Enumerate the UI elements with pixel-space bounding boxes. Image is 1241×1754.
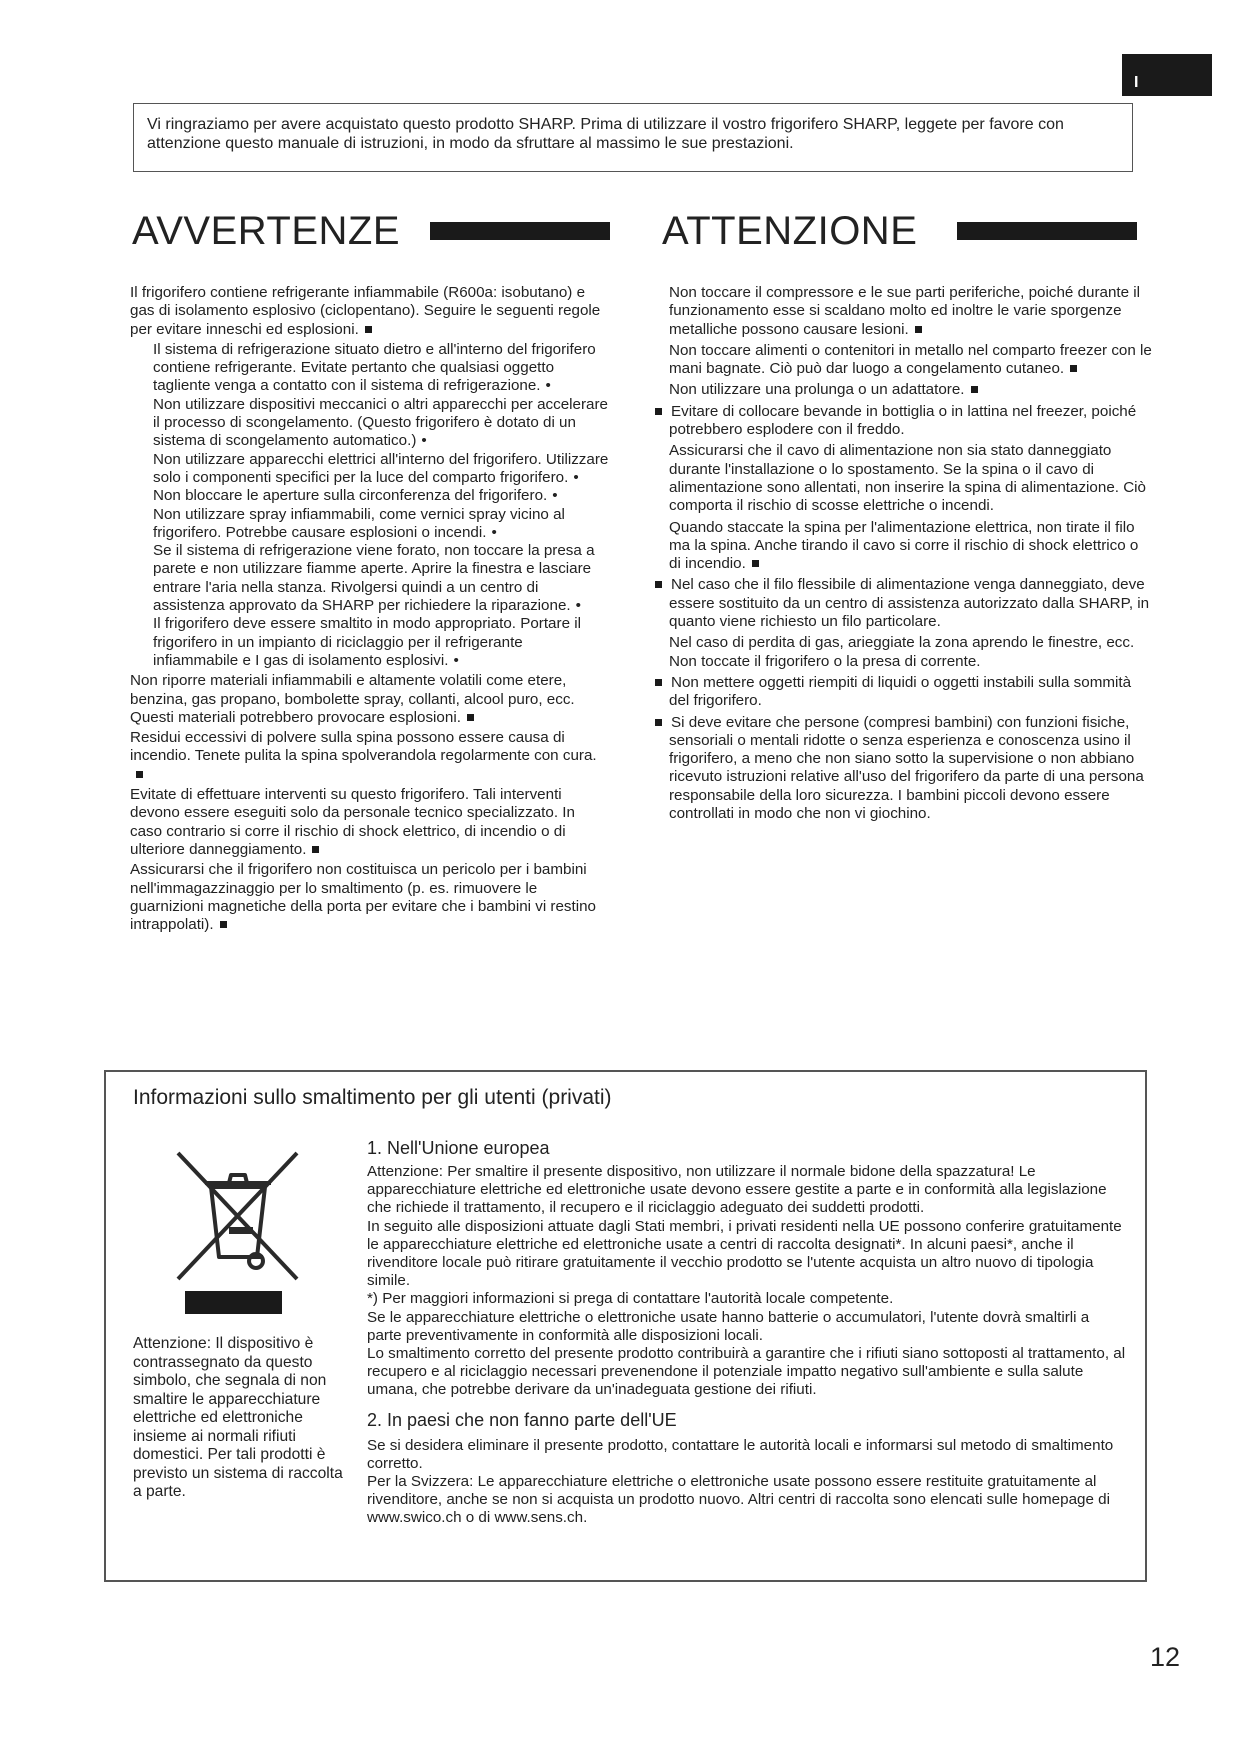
bullet-dot-icon: • <box>575 597 581 615</box>
section1-paragraph: Se le apparecchiature elettriche o elettroniche usate hanno batterie o accumulatori, l'utente dovrà smaltirli a parte preventivamente in conformità alle disposizioni locali. <box>367 1308 1090 1344</box>
caution-paragraph: Assicurarsi che il cavo di alimentazione non sia stato danneggiato durante l'installazione o lo spostamento. Se la spina o il cavo di alimentazione sono allentati, non inserire la spina di alimentazione. Ciò comporta il rischio di scosse elettriche o incendi. <box>669 442 1146 515</box>
language-tab: I <box>1122 54 1212 96</box>
caution-paragraph: Non toccare alimenti o contenitori in metallo nel comparto freezer con le mani bagnate. Ciò può dar luogo a congelamento cutaneo. <box>669 341 1152 378</box>
caution-paragraph: Evitare di collocare bevande in bottiglia o in lattina nel freezer, poiché potrebbero esplodere con il freddo. <box>662 403 1152 440</box>
bullet-square-icon <box>220 921 227 928</box>
heading-bar <box>430 222 610 240</box>
crossed-bin-icon <box>173 1147 303 1307</box>
warning-paragraph: Non riporre materiali infiammabili e altamente volatili come etere, benzina, gas propano, bombolette spray, collanti, alcool puro, ecc. Questi materiali potrebbero provocare esplosioni. <box>130 672 575 726</box>
section2-paragraph: Se si desidera eliminare il presente prodotto, contattare le autorità locali e informarsi sul metodo di smaltimento corretto. <box>367 1436 1114 1472</box>
disposal-note: Attenzione: Il dispositivo è contrassegnato da questo simbolo, che segnala di non smaltire le apparecchiature elettriche ed elettroniche insieme ai normali rifiuti domestici. Per tali prodotti è previsto un sistema di raccolta a parte. <box>133 1335 343 1500</box>
warnings-column <box>130 206 610 934</box>
warning-paragraph: Residui eccessivi di polvere sulla spina possono essere causa di incendio. Tenete pulita la spina spolverandola regolarmente con cura. <box>130 729 610 784</box>
bullet-square-icon <box>915 326 922 333</box>
warning-paragraph: Il sistema di refrigerazione situato dietro e all'interno del frigorifero contiene refrigerante. Evitate pertanto che qualsiasi oggetto tagliente venga a contatto con il sistema di refrigerazione. • <box>153 340 596 395</box>
bullet-square-icon <box>655 679 662 686</box>
disposal-box <box>104 1070 1147 1582</box>
bullet-square-icon <box>136 771 143 778</box>
caution-paragraph: Non utilizzare una prolunga o un adattatore. <box>662 381 1152 399</box>
warning-paragraph: Il frigorifero deve essere smaltito in modo appropriato. Portare il frigorifero in un impianto di riciclaggio per il refrigerante infiammabile e I gas di isolamento esplosivi. • <box>153 615 581 669</box>
intro-box: Vi ringraziamo per avere acquistato questo prodotto SHARP. Prima di utilizzare il vostro frigorifero SHARP, leggete per favore con attenzione questo manuale di istruzioni, in modo da sfruttare al massimo le sue prestazioni. <box>133 103 1133 172</box>
page-number: 12 <box>1150 1642 1181 1672</box>
bullet-dot-icon: • <box>573 468 579 486</box>
caution-paragraph: Nel caso che il filo flessibile di alimentazione venga danneggiato, deve essere sostituito da un centro di assistenza autorizzato dalla SHARP, in quanto viene richiesto un filo particolare. <box>662 576 1152 631</box>
warning-paragraph: Il frigorifero contiene refrigerante infiammabile (R600a: isobutano) e gas di isolamento esplosivo (ciclopentano). Seguire le seguenti regole per evitare inneschi ed esplosioni. <box>130 284 601 338</box>
warning-paragraph: Non utilizzare spray infiammabili, come vernici spray vicino al frigorifero. Potrebbe causare esplosioni o incendi. • <box>153 505 565 541</box>
section1-heading: 1. Nell'Unione europea <box>367 1138 550 1158</box>
caution-paragraph: Non mettere oggetti riempiti di liquidi o oggetti instabili sulla sommità del frigorifero. <box>662 674 1152 711</box>
bullet-square-icon <box>655 719 662 726</box>
section2-paragraph: Per la Svizzera: Le apparecchiature elettriche o elettroniche usate possono essere restituite gratuitamente al rivenditore, anche se non si acquista un prodotto nuovo. Altri centri di raccolta sono elencati sulle homepage di www.swico.ch o di www.sens.ch. <box>367 1473 1110 1527</box>
bullet-square-icon <box>312 846 319 853</box>
caution-paragraph: Nel caso di perdita di gas, arieggiate la zona aprendo le finestre, ecc. Non toccate il frigorifero o la presa di corrente. <box>669 634 1135 670</box>
disposal-title: Informazioni sullo smaltimento per gli utenti (privati) <box>133 1086 612 1109</box>
warning-paragraph: Se il sistema di refrigerazione viene forato, non toccare la presa a parete e non utilizzare fiamme aperte. Aprire la finestra e lasciare entrare l'aria nella stanza. Rivolgersi quindi a un centro di assistenza approvato da SHARP per richiedere la riparazione. • <box>153 542 595 615</box>
caution-paragraph: Si deve evitare che persone (compresi bambini) con funzioni fisiche, sensoriali o mentali ridotte o senza esperienza e conoscenza usino il frigorifero, a meno che non siano sotto la supervisione o non abbiano ricevuto istruzioni relative all'uso del frigorifero da parte di una persona responsabile della loro sicurezza. I bambini piccoli devono essere controllati in modo che non vi giochino. <box>662 714 1152 824</box>
weee-bar <box>185 1291 282 1314</box>
caution-paragraph: Non toccare il compressore e le sue parti periferiche, poiché durante il funzionamento esse si scaldano molto ed inoltre le varie sporgenze metalliche possono causare lesioni. <box>669 284 1141 338</box>
bullet-dot-icon: • <box>453 651 459 669</box>
warning-paragraph: Non bloccare le aperture sulla circonferenza del frigorifero. • <box>153 487 558 505</box>
warnings-title: AVVERTENZE <box>132 208 401 253</box>
bullet-dot-icon: • <box>421 432 427 450</box>
caution-heading <box>662 206 1152 256</box>
warning-paragraph: Non utilizzare dispositivi meccanici o altri apparecchi per accelerare il processo di scongelamento. (Questo frigorifero è dotato di un sistema di scongelamento automatico.) • <box>153 395 608 450</box>
bullet-square-icon <box>365 326 372 333</box>
heading-bar <box>957 222 1137 240</box>
bullet-square-icon <box>971 386 978 393</box>
bullet-square-icon <box>655 581 662 588</box>
section1-paragraph: *) Per maggiori informazioni si prega di contattare l'autorità locale competente. <box>367 1290 894 1308</box>
bullet-square-icon <box>752 560 759 567</box>
disposal-main <box>367 1138 1127 1528</box>
bullet-dot-icon: • <box>545 377 551 395</box>
section2-heading: 2. In paesi che non fanno parte dell'UE <box>367 1409 677 1430</box>
bullet-square-icon <box>1070 365 1077 372</box>
warning-paragraph: Assicurarsi che il frigorifero non costituisca un pericolo per i bambini nell'immagazzinaggio per lo smaltimento (p. es. rimuovere le guarnizioni magnetiche della porta per evitare che i bambini vi restino intrappolati). <box>130 861 597 934</box>
warnings-heading <box>130 206 610 256</box>
bullet-dot-icon: • <box>491 523 497 541</box>
caution-column <box>662 206 1152 823</box>
section1-paragraph: In seguito alle disposizioni attuate dagli Stati membri, i privati residenti nella UE possono conferire gratuitamente le apparecchiature elettriche ed elettroniche usate a centri di raccolta designati*. In alcuni paesi*, anche il rivenditore locale può ritirare gratuitamente il vecchio prodotto se l'utente acquista un altro nuovo di tipologia simile. <box>367 1217 1122 1290</box>
section1-paragraph: Attenzione: Per smaltire il presente dispositivo, non utilizzare il normale bidone della spazzatura! Le apparecchiature elettriche ed elettroniche usate devono essere gestite a parte e in conformità alla legislazione che richiede il trattamento, il recupero e il riciclaggio adeguato dei suddetti prodotti. <box>367 1163 1107 1217</box>
warning-paragraph: Evitate di effettuare interventi su questo frigorifero. Tali interventi devono essere eseguiti solo da personale tecnico specializzato. In caso contrario si corre il rischio di shock elettrico, di incendio o di ulteriore danneggiamento. <box>130 786 575 858</box>
bullet-square-icon <box>655 408 662 415</box>
bullet-dot-icon: • <box>552 487 558 505</box>
bullet-square-icon <box>467 714 474 721</box>
warning-paragraph: Non utilizzare apparecchi elettrici all'interno del frigorifero. Utilizzare solo i componenti specifici per la luce del comparto frigorifero. • <box>153 450 609 486</box>
caution-paragraph: Quando staccate la spina per l'alimentazione elettrica, non tirate il filo ma la spina. Anche tirando il cavo si corre il rischio di shock elettrico o di incendio. <box>669 518 1139 573</box>
section1-paragraph: Lo smaltimento corretto del presente prodotto contribuirà a garantire che i rifiuti siano sottoposti al trattamento, al recupero e al riciclaggio necessari prevenendone il potenziale impatto negativo sull'ambiente e sulla salute umana, che potrebbe derivare da un'inadeguata gestione dei rifiuti. <box>367 1345 1126 1399</box>
caution-title: ATTENZIONE <box>662 208 918 253</box>
